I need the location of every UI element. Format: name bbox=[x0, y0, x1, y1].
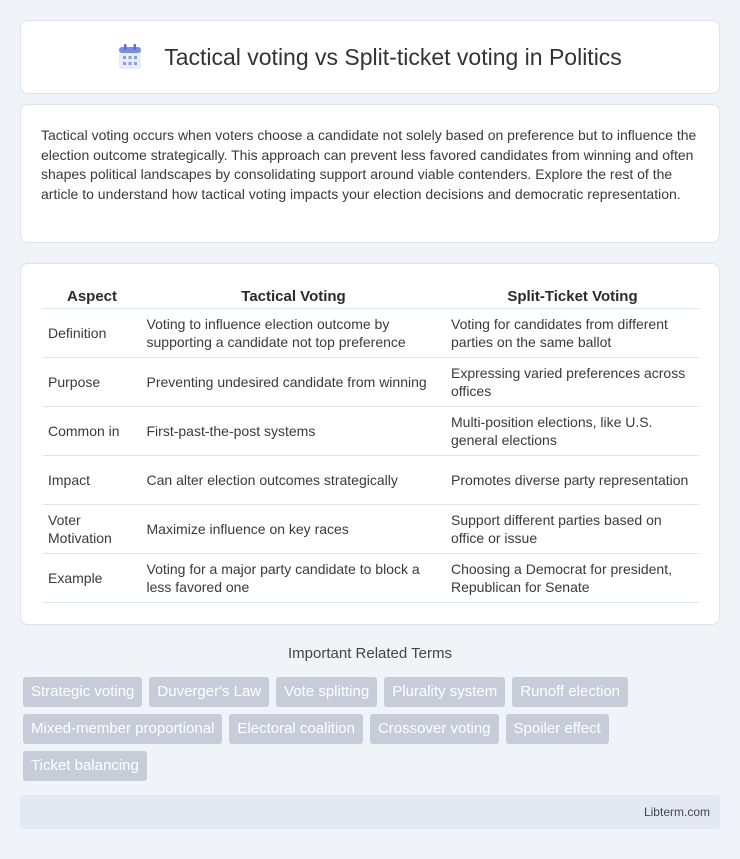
tag-duvergers-law[interactable]: Duverger's Law bbox=[149, 677, 269, 707]
cell-aspect: Voter Motivation bbox=[43, 505, 141, 554]
related-terms-heading: Important Related Terms bbox=[288, 645, 452, 662]
cell-tactical: Voting for a major party candidate to block a less favored one bbox=[141, 554, 446, 603]
cell-tactical: First-past-the-post systems bbox=[141, 407, 446, 456]
table-header-row bbox=[43, 285, 699, 309]
calendar-icon bbox=[118, 44, 142, 70]
table-row bbox=[43, 309, 699, 358]
cell-split: Multi-position elections, like U.S. general elections bbox=[446, 407, 699, 456]
tag-electoral-coalition[interactable]: Electoral coalition bbox=[229, 714, 363, 744]
table-row bbox=[43, 505, 699, 554]
cell-split: Voting for candidates from different parties on the same ballot bbox=[446, 309, 699, 358]
cell-tactical: Maximize influence on key races bbox=[141, 505, 446, 554]
tag-spoiler-effect[interactable]: Spoiler effect bbox=[506, 714, 609, 744]
footer-link[interactable]: Libterm.com bbox=[643, 805, 710, 819]
tag-ticket-balancing[interactable]: Ticket balancing bbox=[23, 751, 147, 781]
cell-tactical: Can alter election outcomes strategically bbox=[141, 456, 446, 505]
cell-tactical: Voting to influence election outcome by supporting a candidate not top preference bbox=[141, 309, 446, 358]
related-terms-list bbox=[23, 677, 723, 788]
table-row bbox=[43, 456, 699, 505]
cell-split: Support different parties based on office or issue bbox=[446, 505, 699, 554]
cell-aspect: Purpose bbox=[43, 358, 141, 407]
header-card bbox=[20, 20, 720, 94]
table-row bbox=[43, 358, 699, 407]
intro-text: Tactical voting occurs when voters choose a candidate not solely based on preference but to influence the election outcome strategically. This approach can prevent less favored candidates from winning and often shapes political landscapes by consolidating support around viable contenders. Explore the rest of the article to understand how tactical voting impacts your election decisions and democratic representation. bbox=[41, 127, 697, 202]
tag-mixed-member-proportional[interactable]: Mixed-member proportional bbox=[23, 714, 222, 744]
page-title: Tactical voting vs Split-ticket voting in Politics bbox=[164, 43, 622, 70]
footer bbox=[20, 795, 720, 829]
cell-aspect: Impact bbox=[43, 456, 141, 505]
table-row bbox=[43, 554, 699, 603]
cell-aspect: Common in bbox=[43, 407, 141, 456]
cell-split: Choosing a Democrat for president, Republican for Senate bbox=[446, 554, 699, 603]
cell-aspect: Definition bbox=[43, 309, 141, 358]
cell-split: Promotes diverse party representation bbox=[446, 456, 699, 505]
comparison-table bbox=[43, 285, 699, 603]
tag-runoff-election[interactable]: Runoff election bbox=[512, 677, 628, 707]
tag-strategic-voting[interactable]: Strategic voting bbox=[23, 677, 142, 707]
table-row bbox=[43, 407, 699, 456]
header-split: Split-Ticket Voting bbox=[446, 285, 699, 309]
tag-plurality-system[interactable]: Plurality system bbox=[384, 677, 505, 707]
header-tactical: Tactical Voting bbox=[141, 285, 446, 309]
tag-vote-splitting[interactable]: Vote splitting bbox=[276, 677, 377, 707]
cell-split: Expressing varied preferences across offices bbox=[446, 358, 699, 407]
cell-aspect: Example bbox=[43, 554, 141, 603]
header-aspect: Aspect bbox=[43, 285, 141, 309]
intro-card bbox=[20, 104, 720, 243]
comparison-card bbox=[20, 263, 720, 625]
tag-crossover-voting[interactable]: Crossover voting bbox=[370, 714, 499, 744]
cell-tactical: Preventing undesired candidate from winning bbox=[141, 358, 446, 407]
